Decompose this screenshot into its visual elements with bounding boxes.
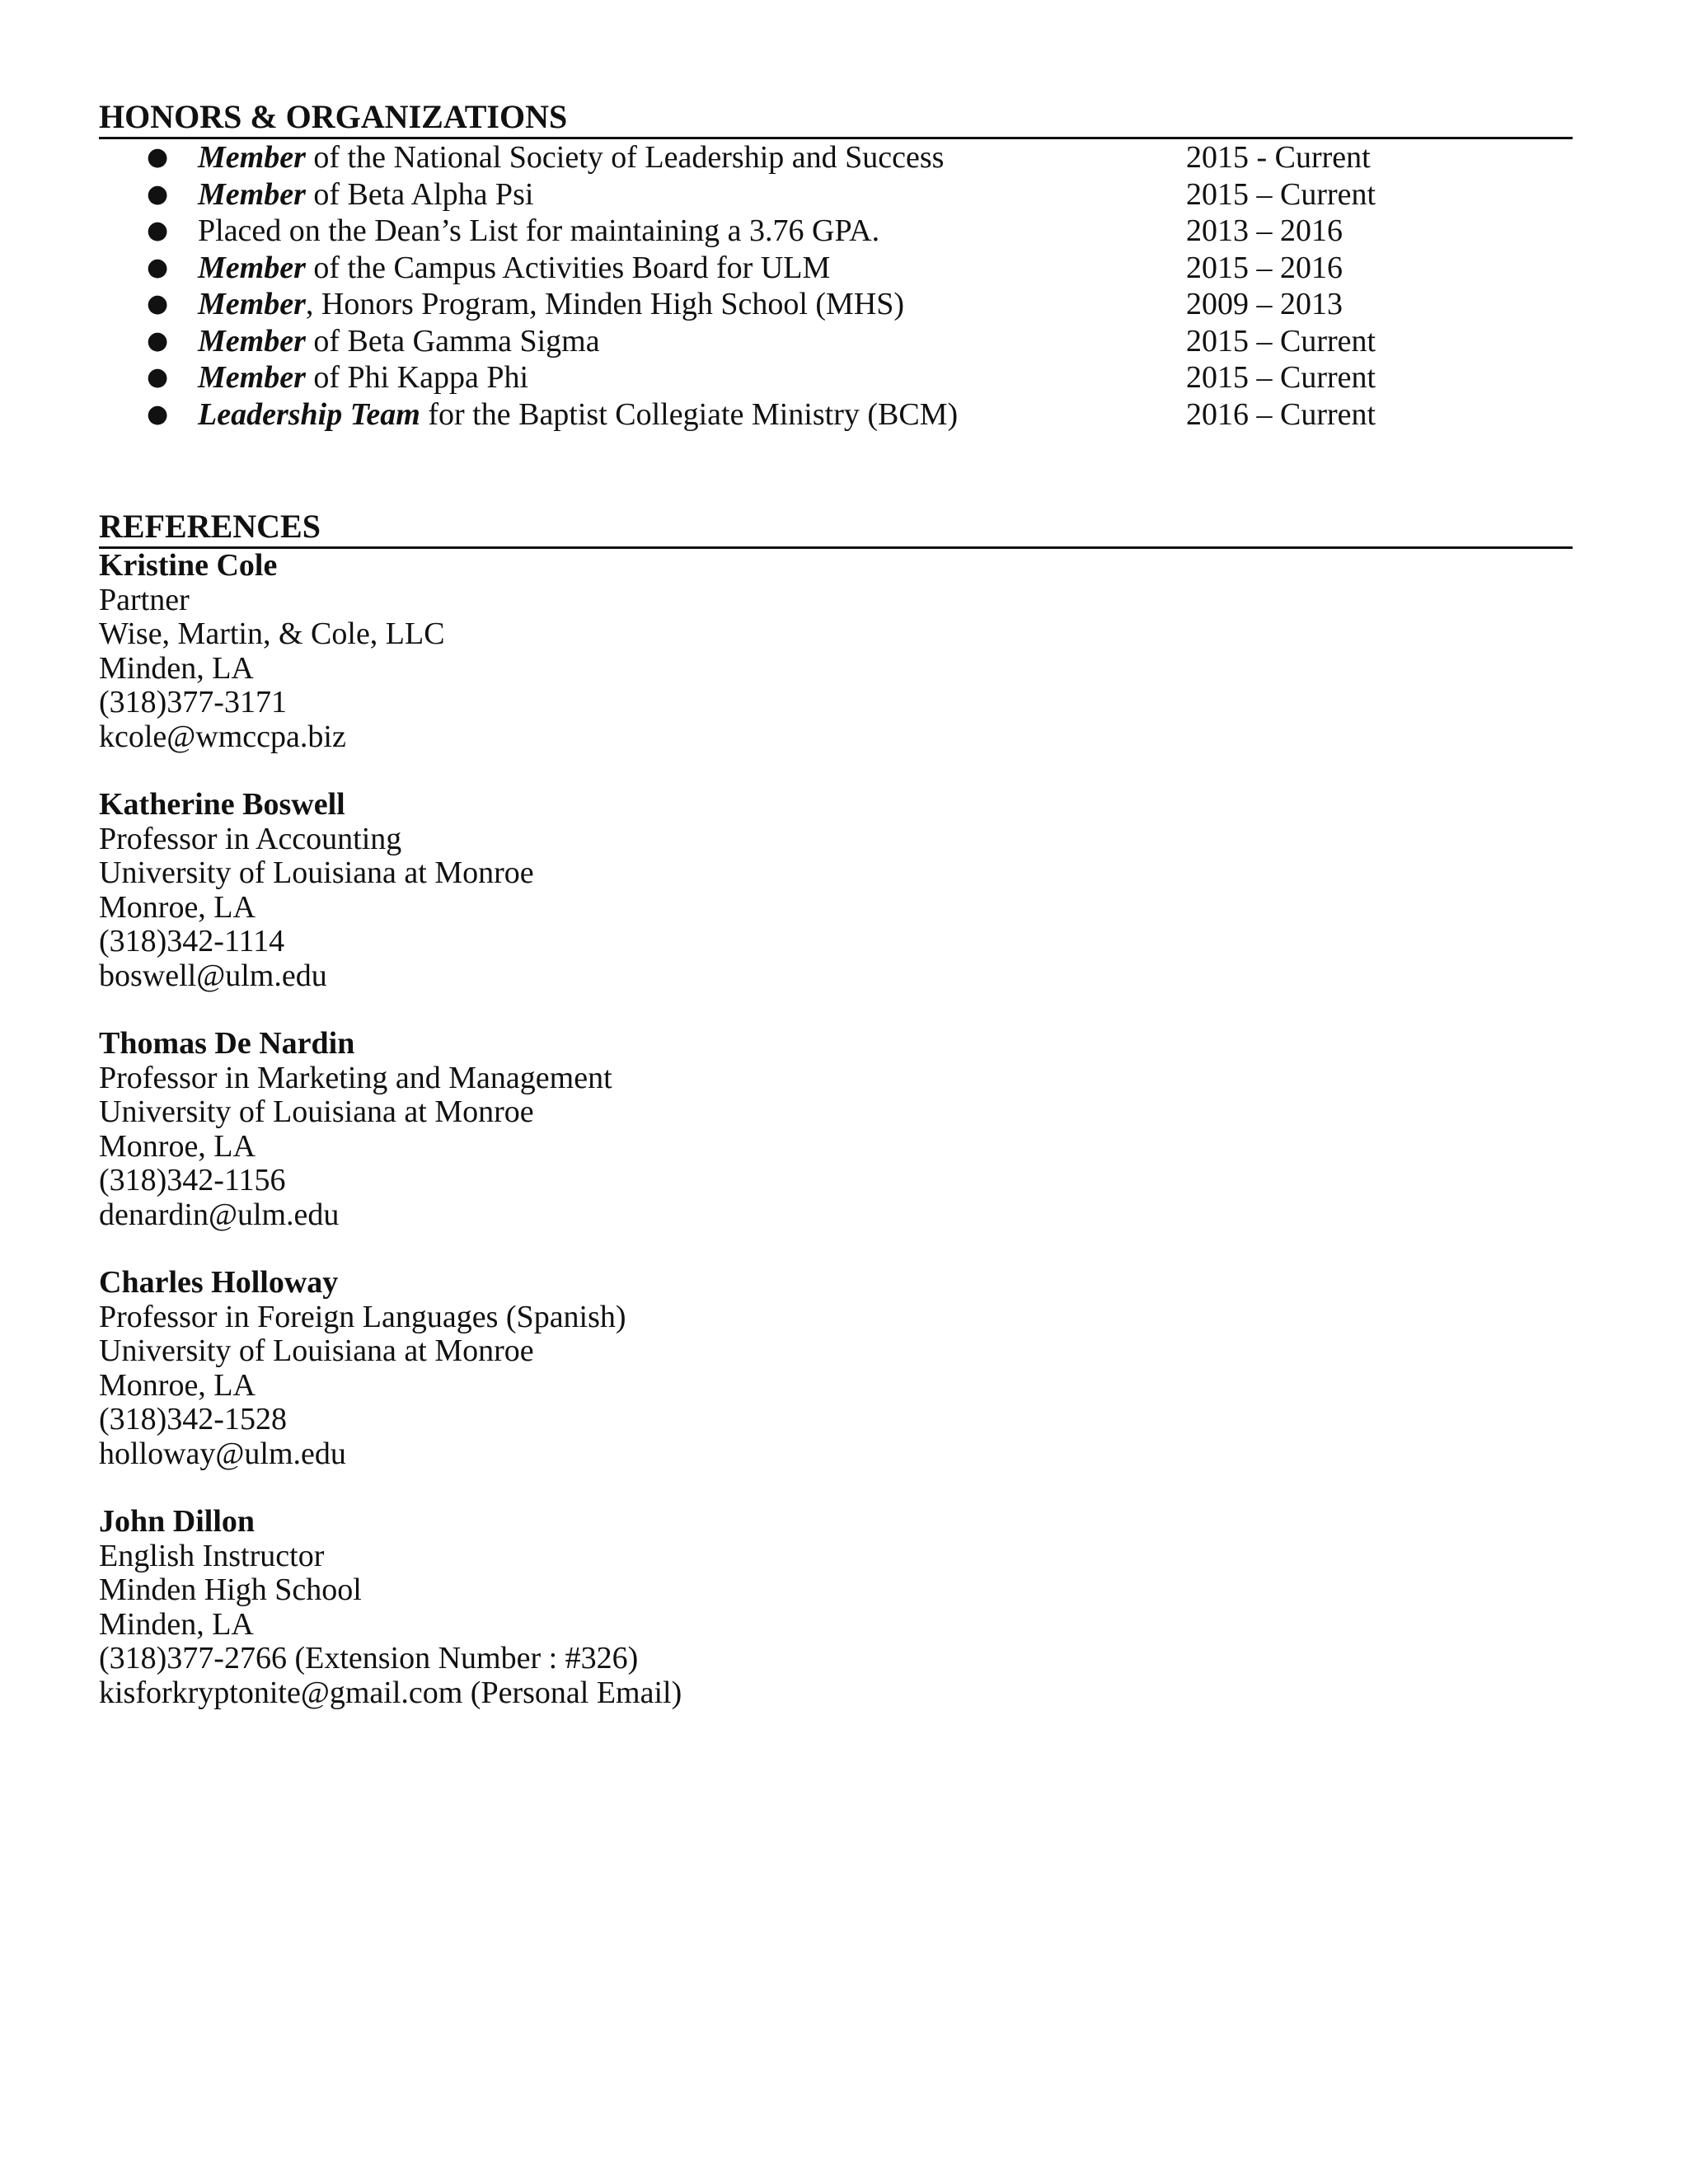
honor-lead: Member [198, 176, 306, 212]
honor-date: 2015 – Current [1186, 176, 1376, 212]
reference-title: Professor in Foreign Languages (Spanish) [99, 1299, 626, 1334]
reference-organization: Wise, Martin, & Cole, LLC [99, 616, 445, 651]
reference-name: Thomas De Nardin [99, 1026, 355, 1061]
honor-rest: for the Baptist Collegiate Ministry (BCM) [420, 396, 959, 432]
reference-location: Monroe, LA [99, 889, 256, 925]
reference-entry [99, 1027, 1573, 1232]
bullet-icon: ● [147, 143, 169, 171]
reference-email: denardin@ulm.edu [99, 1197, 340, 1232]
reference-phone: (318)342-1114 [99, 924, 285, 958]
honor-text [198, 176, 533, 213]
honor-item [99, 213, 1573, 250]
reference-email: kcole@wmccpa.biz [99, 719, 346, 754]
reference-name: John Dillon [99, 1504, 256, 1539]
honor-date: 2013 – 2016 [1186, 213, 1343, 248]
reference-name: Kristine Cole [99, 548, 278, 583]
honor-item [99, 286, 1573, 323]
reference-location: Minden, LA [99, 650, 254, 686]
honor-date: 2015 – Current [1186, 360, 1376, 395]
honor-text [198, 213, 879, 250]
reference-phone: (318)377-3171 [99, 685, 287, 719]
reference-phone: (318)342-1156 [99, 1163, 286, 1197]
honor-item [99, 176, 1573, 213]
reference-email: boswell@ulm.edu [99, 958, 327, 993]
honor-rest: Placed on the Dean’s List for maintaining a 3.76 GPA. [198, 213, 880, 248]
honor-date: 2015 – Current [1186, 323, 1376, 359]
honor-rest: of the Campus Activities Board for ULM [305, 250, 831, 285]
reference-location: Minden, LA [99, 1606, 254, 1642]
honor-item [99, 139, 1573, 176]
reference-organization: University of Louisiana at Monroe [99, 855, 534, 890]
reference-email: holloway@ulm.edu [99, 1436, 346, 1471]
reference-name: Charles Holloway [99, 1265, 339, 1300]
honor-text [198, 359, 528, 396]
honors-section [99, 97, 1573, 433]
reference-location: Monroe, LA [99, 1367, 256, 1403]
honor-date: 2015 – 2016 [1186, 250, 1343, 285]
honor-text [198, 323, 600, 360]
reference-organization: Minden High School [99, 1572, 362, 1607]
honor-text [198, 286, 904, 323]
reference-entry [99, 1505, 1573, 1710]
honors-heading: HONORS & ORGANIZATIONS [99, 97, 1573, 139]
honor-lead: Member [198, 140, 306, 175]
reference-name: Katherine Boswell [99, 787, 345, 822]
honor-text [198, 250, 830, 287]
honor-date: 2015 - Current [1186, 140, 1371, 175]
honor-rest: of Beta Gamma Sigma [305, 323, 600, 359]
bullet-icon: ● [147, 363, 169, 391]
reference-title: Professor in Accounting [99, 821, 402, 856]
honor-item [99, 359, 1573, 396]
bullet-icon: ● [147, 289, 169, 318]
honor-date: 2009 – 2013 [1186, 287, 1343, 321]
bullet-icon: ● [147, 252, 169, 282]
bullet-icon: ● [147, 326, 169, 355]
honor-rest: of Beta Alpha Psi [305, 176, 534, 212]
honor-item [99, 250, 1573, 287]
honor-lead: Member [198, 250, 306, 285]
honor-lead: Member [198, 360, 306, 395]
reference-organization: University of Louisiana at Monroe [99, 1094, 534, 1129]
bullet-icon: ● [147, 179, 169, 209]
reference-title: Partner [99, 582, 190, 617]
references-section [99, 507, 1573, 1710]
reference-email: kisforkryptonite@gmail.com (Personal Email) [99, 1675, 682, 1710]
bullet-icon: ● [147, 216, 169, 245]
reference-title: Professor in Marketing and Management [99, 1060, 612, 1095]
reference-phone: (318)342-1528 [99, 1402, 287, 1436]
honors-list [99, 139, 1573, 433]
honor-text [198, 139, 944, 176]
reference-entry [99, 1266, 1573, 1471]
honor-rest: of the National Society of Leadership and Success [305, 140, 945, 175]
honor-rest: , Honors Program, Minden High School (MHS) [305, 287, 905, 321]
honor-lead: Leadership Team [198, 396, 420, 432]
reference-phone: (318)377-2766 (Extension Number : #326) [99, 1641, 639, 1675]
honor-item [99, 323, 1573, 360]
honor-lead: Member [198, 287, 306, 321]
honor-rest: of Phi Kappa Phi [305, 360, 529, 395]
reference-location: Monroe, LA [99, 1128, 256, 1164]
honor-lead: Member [198, 323, 306, 359]
honor-item [99, 396, 1573, 434]
references-heading: REFERENCES [99, 507, 1573, 549]
bullet-icon: ● [147, 399, 169, 429]
reference-entry [99, 549, 1573, 754]
honor-text [198, 396, 958, 434]
reference-entry [99, 788, 1573, 993]
honor-date: 2016 – Current [1186, 396, 1376, 432]
reference-organization: University of Louisiana at Monroe [99, 1333, 534, 1368]
reference-title: English Instructor [99, 1538, 325, 1573]
resume-page [99, 97, 1573, 1744]
